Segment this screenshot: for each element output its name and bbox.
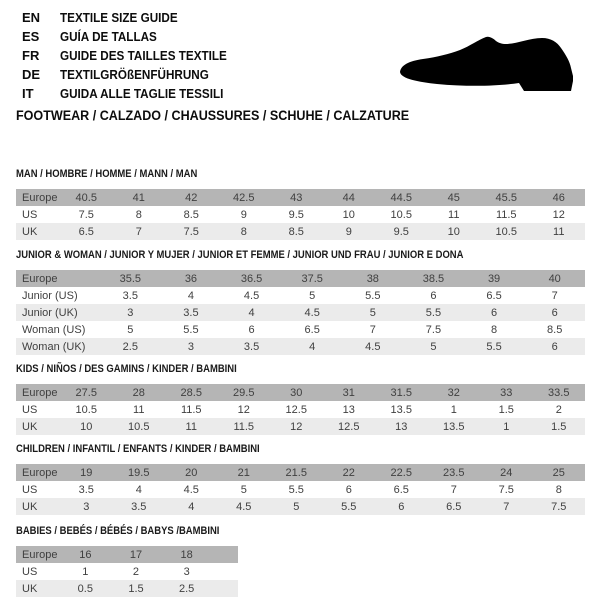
size-section-kids — [16, 362, 585, 435]
size-value: 3.5 — [161, 304, 222, 321]
size-value: 30 — [270, 384, 323, 401]
size-value: 19 — [60, 464, 113, 481]
size-value: 18 — [161, 546, 212, 563]
size-value: 3 — [60, 498, 113, 515]
table-data-row — [16, 401, 585, 418]
size-value: 5.5 — [365, 289, 381, 302]
size-value: 1.5 — [498, 403, 514, 416]
table-header-row — [16, 464, 585, 481]
size-value: 4.5 — [243, 289, 260, 302]
section-title-text: KIDS / NIÑOS / DES GAMINS / KINDER / BAMBINI — [16, 363, 237, 375]
size-section-man — [16, 167, 585, 240]
size-value: 21 — [218, 464, 271, 481]
size-value: 7 — [369, 323, 376, 336]
size-value: 6 — [375, 498, 428, 515]
size-value: 39 — [464, 270, 525, 287]
size-value: 22 — [323, 464, 376, 481]
size-value: 1 — [450, 403, 457, 416]
size-value: 5 — [309, 289, 316, 302]
size-value: 46 — [533, 189, 586, 206]
size-value: 11 — [133, 403, 145, 416]
size-value: 9.5 — [288, 208, 304, 221]
table-data-row — [16, 287, 585, 304]
size-table-junior-woman — [16, 270, 585, 355]
size-value: 6.5 — [428, 498, 481, 515]
size-value: 8 — [218, 223, 271, 240]
size-value: 11.5 — [218, 418, 271, 435]
size-value: 4 — [187, 289, 194, 302]
size-value: 5.5 — [183, 323, 199, 336]
row-label: US — [22, 483, 38, 496]
size-value: 3 — [100, 304, 161, 321]
size-value: 5.5 — [464, 338, 525, 355]
size-value: 5 — [240, 483, 247, 496]
size-table-children — [16, 464, 585, 515]
size-value: 4 — [135, 483, 142, 496]
size-value: 8.5 — [270, 223, 323, 240]
row-label: Europe — [16, 270, 100, 287]
size-value: 10 — [428, 223, 481, 240]
size-value: 3 — [183, 565, 190, 578]
row-label: US — [22, 565, 38, 578]
size-value: 21.5 — [270, 464, 323, 481]
section-title-text: JUNIOR & WOMAN / JUNIOR Y MUJER / JUNIOR ET FEMME / JUNIOR UND FRAU / JUNIOR E DONA — [16, 249, 464, 261]
size-value: 12.5 — [285, 403, 307, 416]
row-label: US — [22, 403, 38, 416]
size-section-junior-woman — [16, 248, 585, 355]
row-label: Woman (UK) — [16, 338, 100, 355]
language-row — [22, 65, 245, 84]
size-value: 10 — [60, 418, 113, 435]
size-value: 4 — [165, 498, 218, 515]
size-value: 10 — [342, 208, 355, 221]
size-value: 7.5 — [78, 208, 94, 221]
size-value: 29.5 — [218, 384, 271, 401]
size-value: 23.5 — [428, 464, 481, 481]
size-value: 1 — [480, 418, 533, 435]
language-code: ES — [22, 29, 40, 44]
size-value: 6 — [430, 289, 437, 302]
size-value: 42 — [165, 189, 218, 206]
size-value: 10.5 — [75, 403, 97, 416]
size-value: 16 — [60, 546, 111, 563]
table-data-row — [16, 498, 585, 515]
size-value: 11 — [448, 208, 460, 221]
size-value: 3.5 — [113, 498, 166, 515]
size-value: 6.5 — [60, 223, 113, 240]
size-value: 11.5 — [180, 403, 202, 416]
size-value: 12 — [237, 403, 250, 416]
size-value: 19.5 — [113, 464, 166, 481]
size-value: 8 — [135, 208, 142, 221]
size-value: 12.5 — [323, 418, 376, 435]
table-data-row — [16, 418, 585, 435]
size-value: 5 — [403, 338, 464, 355]
size-value: 4 — [221, 304, 282, 321]
section-title-man — [16, 167, 585, 181]
size-value: 7 — [551, 289, 558, 302]
row-label: US — [22, 208, 38, 221]
table-data-row — [16, 321, 585, 338]
row-label: UK — [16, 498, 60, 515]
section-title-junior-woman — [16, 248, 585, 262]
row-label: Europe — [16, 546, 60, 563]
row-label: Europe — [16, 464, 60, 481]
size-value: 13 — [375, 418, 428, 435]
size-table-babies — [16, 546, 238, 597]
size-value: 11 — [533, 223, 586, 240]
size-value: 7 — [113, 223, 166, 240]
size-value: 4 — [282, 338, 343, 355]
size-value: 10.5 — [480, 223, 533, 240]
size-value: 6.5 — [486, 289, 502, 302]
size-value: 27.5 — [60, 384, 113, 401]
size-value: 28 — [113, 384, 166, 401]
size-value: 31 — [323, 384, 376, 401]
size-value: 33.5 — [533, 384, 586, 401]
size-value: 37.5 — [282, 270, 343, 287]
size-value: 5.5 — [403, 304, 464, 321]
section-title-text: CHILDREN / INFANTIL / ENFANTS / KINDER / BAMBINI — [16, 443, 260, 455]
size-value: 2 — [132, 565, 140, 578]
table-header-row — [16, 270, 585, 287]
size-value: 7.5 — [425, 323, 442, 336]
language-label: GUIDA ALLE TAGLIE TESSILI — [60, 86, 224, 101]
size-value: 5.5 — [323, 498, 376, 515]
size-value: 8.5 — [183, 208, 199, 221]
size-value: 40.5 — [60, 189, 113, 206]
language-label: TEXTILE SIZE GUIDE — [60, 10, 178, 25]
size-value: 3.5 — [221, 338, 282, 355]
category-title-text: FOOTWEAR / CALZADO / CHAUSSURES / SCHUHE / CALZATURE — [16, 108, 410, 123]
size-value: 2.5 — [161, 580, 212, 597]
size-value: 38.5 — [403, 270, 464, 287]
size-value: 5 — [127, 323, 134, 336]
size-value: 9.5 — [375, 223, 428, 240]
language-row — [22, 27, 245, 46]
size-value: 5 — [343, 304, 404, 321]
size-value: 2 — [555, 403, 562, 416]
table-data-row — [16, 563, 238, 580]
size-value: 13.5 — [390, 403, 412, 416]
size-value: 11 — [165, 418, 218, 435]
size-value: 3.5 — [78, 483, 94, 496]
size-value: 6 — [345, 483, 352, 496]
size-value: 44.5 — [375, 189, 428, 206]
row-label: Junior (US) — [22, 289, 78, 302]
size-value: 7.5 — [533, 498, 586, 515]
category-title — [16, 108, 439, 123]
size-value: 36.5 — [221, 270, 282, 287]
row-label: UK — [16, 418, 60, 435]
size-value: 1.5 — [533, 418, 586, 435]
size-value: 31.5 — [375, 384, 428, 401]
size-value: 32 — [428, 384, 481, 401]
size-value: 22.5 — [375, 464, 428, 481]
size-value: 3.5 — [122, 289, 138, 302]
table-data-row — [16, 580, 238, 597]
spacer-cell — [212, 580, 238, 597]
size-value: 6.5 — [393, 483, 409, 496]
language-row — [22, 46, 245, 65]
row-label: UK — [16, 580, 60, 597]
row-label: Europe — [16, 189, 60, 206]
size-value: 40 — [524, 270, 585, 287]
size-value: 11.5 — [495, 208, 517, 221]
row-label: Europe — [16, 384, 60, 401]
size-value: 4.5 — [343, 338, 404, 355]
table-data-row — [16, 338, 585, 355]
table-data-row — [16, 481, 585, 498]
size-value: 8 — [491, 323, 498, 336]
section-title-text: BABIES / BEBÉS / BÉBÉS / BABYS /BAMBINI — [16, 525, 220, 537]
size-value: 45 — [428, 189, 481, 206]
row-label: Woman (US) — [22, 323, 86, 336]
size-value: 24 — [480, 464, 533, 481]
row-label: Junior (UK) — [16, 304, 100, 321]
size-value: 20 — [165, 464, 218, 481]
size-table-kids — [16, 384, 585, 435]
size-value: 25 — [533, 464, 586, 481]
size-value: 42.5 — [218, 189, 271, 206]
row-label: UK — [16, 223, 60, 240]
spacer-cell — [212, 563, 238, 580]
dress-shoe-icon — [399, 36, 577, 94]
size-value: 1.5 — [111, 580, 162, 597]
size-value: 7.5 — [498, 483, 514, 496]
size-value: 4.5 — [218, 498, 271, 515]
section-title-children — [16, 442, 585, 456]
size-value: 6 — [248, 323, 255, 336]
dress-shoe-silhouette — [400, 37, 573, 91]
table-data-row — [16, 304, 585, 321]
table-data-row — [16, 206, 585, 223]
size-value: 5 — [270, 498, 323, 515]
section-title-babies — [16, 524, 585, 538]
size-value: 12 — [552, 208, 565, 221]
size-value: 6.5 — [304, 323, 320, 336]
size-value: 41 — [113, 189, 166, 206]
table-header-row — [16, 189, 585, 206]
size-value: 10.5 — [390, 208, 412, 221]
size-value: 36 — [161, 270, 222, 287]
size-value: 43 — [270, 189, 323, 206]
size-value: 44 — [323, 189, 376, 206]
language-code: FR — [22, 48, 40, 63]
size-value: 13 — [342, 403, 355, 416]
size-value: 33 — [480, 384, 533, 401]
section-title-kids — [16, 362, 585, 376]
size-value: 9 — [240, 208, 247, 221]
size-value: 6 — [524, 338, 585, 355]
size-value: 1 — [82, 565, 89, 578]
size-value: 7.5 — [165, 223, 218, 240]
size-value: 0.5 — [60, 580, 111, 597]
language-code: DE — [22, 67, 41, 82]
table-header-row — [16, 546, 238, 563]
size-value: 4.5 — [282, 304, 343, 321]
size-section-babies — [16, 524, 585, 597]
language-code: IT — [22, 86, 34, 101]
size-table-man — [16, 189, 585, 240]
language-list — [22, 8, 245, 103]
size-value: 6 — [524, 304, 585, 321]
section-title-text: MAN / HOMBRE / HOMME / MANN / MAN — [16, 168, 198, 180]
language-row — [22, 8, 245, 27]
size-value: 12 — [270, 418, 323, 435]
table-header-row — [16, 384, 585, 401]
size-value: 28.5 — [165, 384, 218, 401]
size-value: 5.5 — [288, 483, 304, 496]
language-code: EN — [22, 10, 41, 25]
size-value: 8.5 — [547, 323, 563, 336]
size-value: 17 — [111, 546, 162, 563]
language-row — [22, 84, 245, 103]
size-value: 3 — [161, 338, 222, 355]
size-section-children — [16, 442, 585, 515]
size-value: 45.5 — [480, 189, 533, 206]
size-value: 13.5 — [428, 418, 481, 435]
size-value: 7 — [480, 498, 533, 515]
table-data-row — [16, 223, 585, 240]
language-label: GUÍA DE TALLAS — [60, 29, 157, 44]
spacer-cell — [212, 546, 238, 563]
size-value: 4.5 — [183, 483, 199, 496]
size-value: 7 — [450, 483, 457, 496]
language-label: GUIDE DES TAILLES TEXTILE — [60, 48, 227, 63]
size-value: 8 — [555, 483, 562, 496]
size-value: 35.5 — [100, 270, 161, 287]
size-value: 6 — [464, 304, 525, 321]
language-label: TEXTILGRÖßENFÜHRUNG — [60, 67, 209, 82]
size-value: 38 — [343, 270, 404, 287]
size-value: 9 — [323, 223, 376, 240]
size-value: 2.5 — [100, 338, 161, 355]
size-value: 10.5 — [113, 418, 166, 435]
